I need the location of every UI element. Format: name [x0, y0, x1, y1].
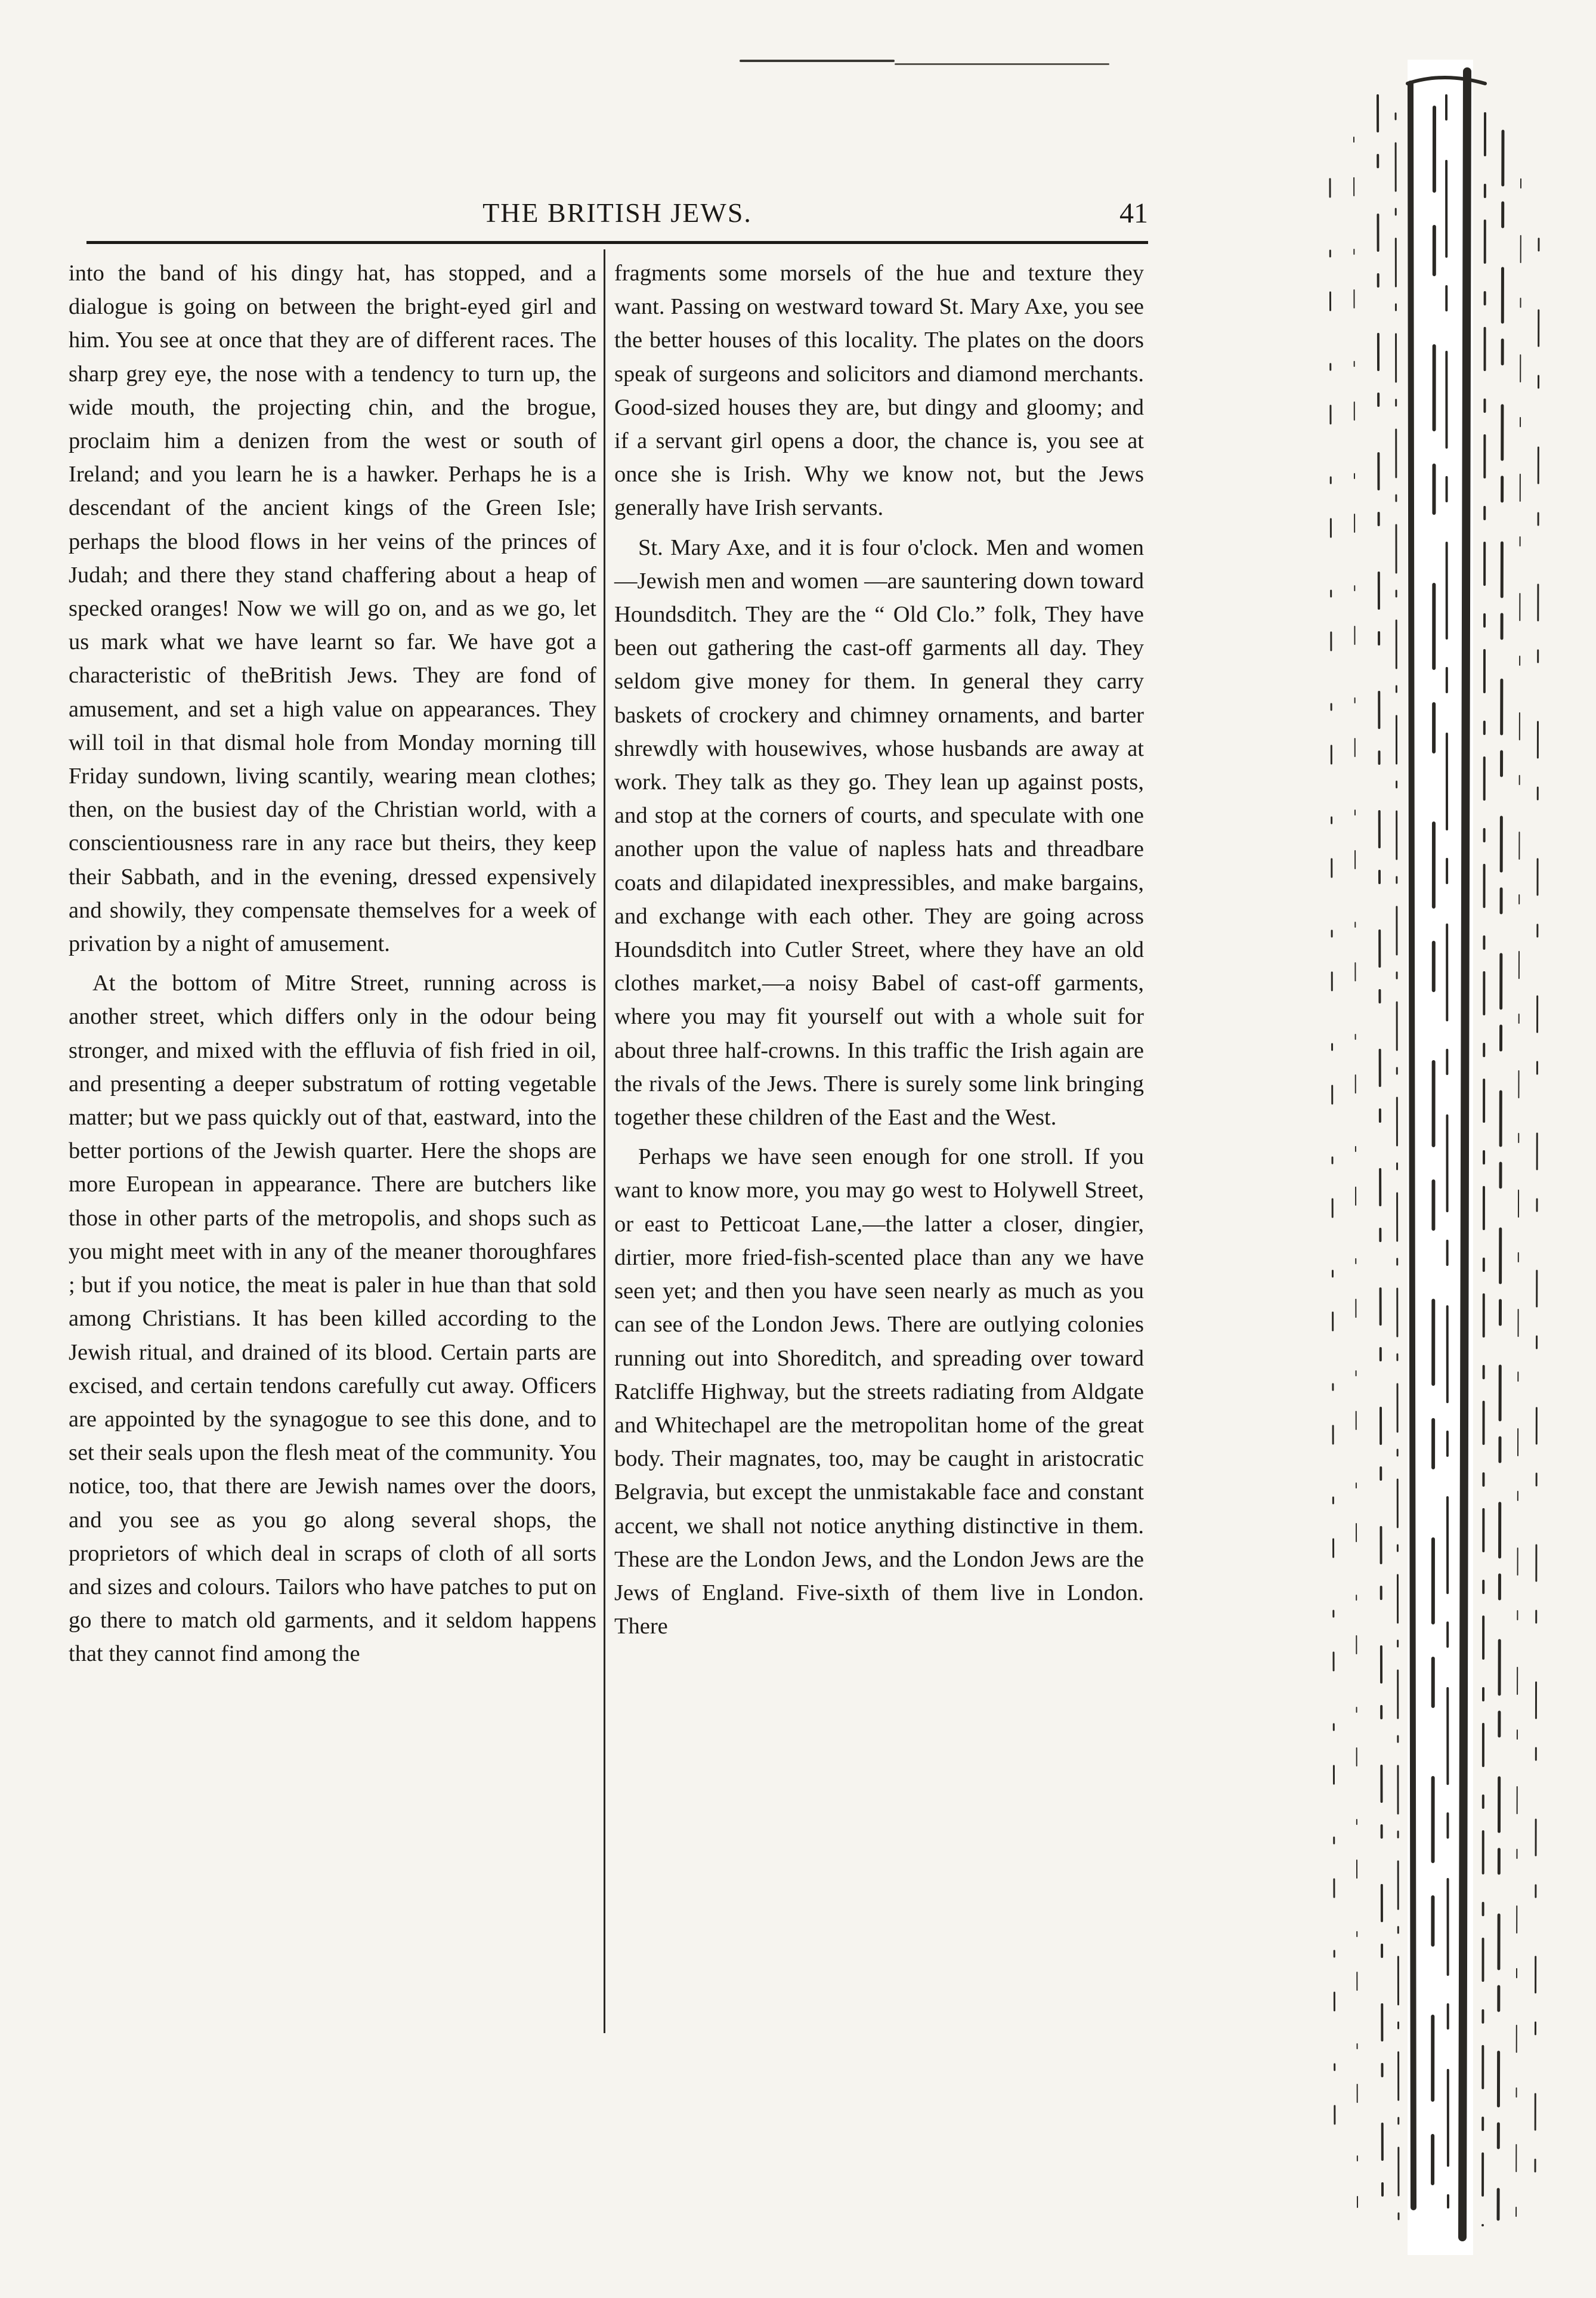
paragraph: St. Mary Axe, and it is four o'clock. Men and women—Jewish men and women —are sauntering down toward Houndsditch. They are the “ Old Clo.” folk, They have been out gathering the cast-off garments all day. They seldom give money for them. In general they carry baskets of crockery and chimney ornaments, and barter shrewdly with housewives, whose husbands are away at work. They talk as they go. They lean up against posts, and stop at the corners of courts, and speculate with one another upon the value of napless hats and threadbare coats and dilapidated inexpressibles, and make bargains, and exchange with each other. They are going across Houndsditch into Cutler Street, where they have an old clothes market,—a noisy Babel of cast-off garments, where you may fit yourself out with a whole suit for about three half-crowns. In this traffic the Irish again are the rivals of the Jews. There is surely some link bringing together these children of the East and the West.	[614, 535, 1144, 1131]
running-title: THE BRITISH JEWS.	[482, 197, 752, 228]
paragraph: At the bottom of Mitre Street, running across is another street, which differs only in the odour being stronger, and mixed with the effluvia of fish fried in oil, and presenting a deeper substratum of rotting vegetable matter; but we pass quickly out of that, eastward, into the better portions of the Jewish quarter. Here the shops are more European in appearance. There are butchers like those in other parts of the metropolis, and shops such as you might meet with in any of the meaner thoroughfares ; but if you notice, the meat is paler in hue than that sold among Christians. It has been killed according to the Jewish ritual, and drained of its blood. Certain parts are excised, and certain tendons carefully cut away. Officers are appointed by the synagogue to see this done, and to set their seals upon the flesh meat of the community. You notice, too, that there are Jewish names over the doors, and you see as you go along several shops, the proprietors of which deal in scraps of cloth of all sorts and sizes and colours. Tailors who have patches to put on go there to match old garments, and it seldom happens that they cannot find among the	[69, 971, 596, 1667]
scan-mark-top-tail	[895, 63, 1109, 65]
header-rule	[86, 241, 1148, 244]
left-column	[69, 257, 596, 2046]
paragraph: fragments some morsels of the hue and texture they want. Passing on westward toward St. Mary Axe, you see the better houses of this locality. The plates on the doors speak of surgeons and solicitors and diamond merchants. Good-sized houses they are, but dingy and gloomy; and if a servant girl opens a door, the chance is, you see at once she is Irish. Why we know not, but the Jews generally have Irish servants.	[614, 261, 1144, 521]
scan-mark-top	[740, 60, 895, 62]
paragraph: into the band of his dingy hat, has stopped, and a dialogue is going on between the bright-eyed girl and him. You see at once that they are of different races. The sharp grey eye, the nose with a tendency to turn up, the wide mouth, the projecting chin, and the brogue, proclaim him a denizen from the west or south of Ireland; and you learn he is a hawker. Perhaps he is a descendant of the ancient kings of the Green Isle; perhaps the blood flows in her veins of the princes of Judah; and there they stand chaffering about a heap of specked oranges! Now we will go on, and as we go, let us mark what we have learnt so far. We have got a characteristic of theBritish Jews. They are fond of amusement, and set a high value on appearances. They will toil in that dismal hole from Monday morning till Friday sundown, living scantily, wearing mean clothes; then, on the busiest day of the Christian world, with a conscientiousness rare in any race but theirs, they keep their Sabbath, and in the evening, dressed expensively and showily, they compensate themselves for a week of privation by a night of amusement.	[69, 261, 596, 957]
right-column	[614, 257, 1144, 2046]
column-divider	[604, 249, 605, 2033]
page-edge-binding-shadow	[1306, 60, 1569, 2255]
page-number: 41	[1119, 197, 1148, 229]
running-header	[86, 192, 1148, 240]
paragraph: Perhaps we have seen enough for one stroll. If you want to know more, you may go west to Holywell Street, or east to Petticoat Lane,—the latter a closer, dingier, dirtier, more fried-fish-scented place than any we have seen yet; and then you have seen nearly as much as you can see of the London Jews. There are outlying colonies running out into Shoreditch, and spreading over toward Ratcliffe Highway, but the streets radiating from Aldgate and Whitechapel are the metropolitan home of the great body. Their magnates, too, may be caught in aristocratic Belgravia, but except the unmistakable face and constant accent, we shall not notice anything distinctive in them. These are the London Jews, and the London Jews are the Jews of England. Five-sixth of them live in London. There	[614, 1144, 1144, 1639]
